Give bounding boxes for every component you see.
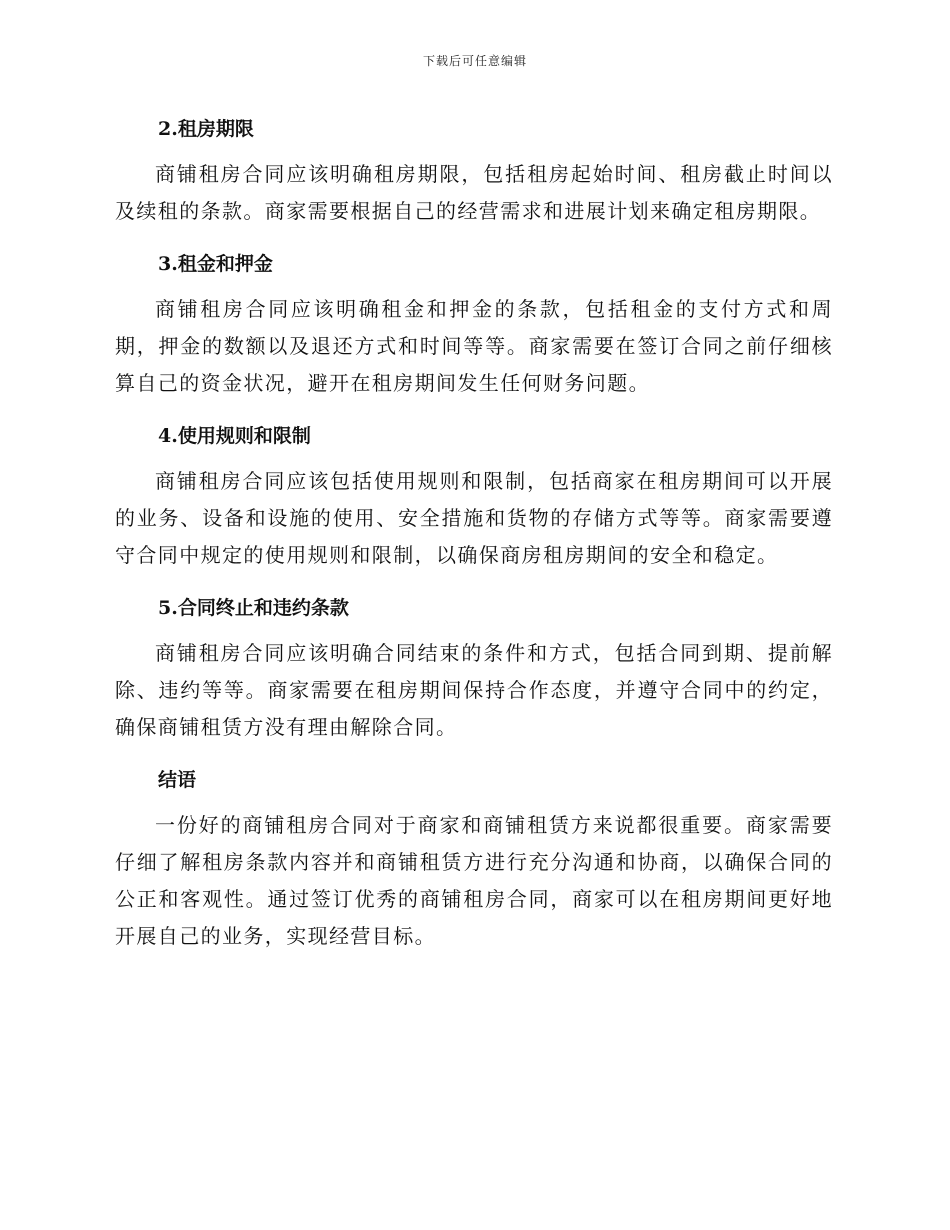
section-termination <box>115 591 833 746</box>
section-heading: 4.使用规则和限制 <box>158 425 311 447</box>
document-body <box>115 112 833 972</box>
page-header-note: 下载后可任意编辑 <box>422 54 527 68</box>
section-lease-term <box>115 112 833 230</box>
section-heading: 3.租金和押金 <box>158 253 273 275</box>
section-paragraph: 商铺租房合同应该包括使用规则和限制，包括商家在租房期间可以开展的业务、设备和设施的使用、安全措施和货物的存储方式等等。商家需要遵守合同中规定的使用规则和限制，以确保商房租房期间的安全和稳定。 <box>115 469 833 567</box>
section-heading: 2.租房期限 <box>158 118 254 140</box>
section-rent-deposit <box>115 247 833 402</box>
section-paragraph: 商铺租房合同应该明确合同结束的条件和方式，包括合同到期、提前解除、违约等等。商家需要在租房期间保持合作态度，并遵守合同中的约定，确保商铺租赁方没有理由解除合同。 <box>115 641 833 739</box>
section-paragraph: 商铺租房合同应该明确租金和押金的条款，包括租金的支付方式和周期，押金的数额以及退还方式和时间等等。商家需要在签订合同之前仔细核算自己的资金状况，避开在租房期间发生任何财务问题。 <box>115 297 833 395</box>
section-paragraph: 商铺租房合同应该明确租房期限，包括租房起始时间、租房截止时间以及续租的条款。商家需要根据自己的经营需求和进展计划来确定租房期限。 <box>115 162 833 223</box>
section-usage-rules <box>115 419 833 574</box>
section-heading: 结语 <box>158 769 197 791</box>
section-heading: 5.合同终止和违约条款 <box>158 597 349 619</box>
section-conclusion <box>115 763 833 955</box>
section-paragraph: 一份好的商铺租房合同对于商家和商铺租赁方来说都很重要。商家需要仔细了解租房条款内容并和商铺租赁方进行充分沟通和协商，以确保合同的公正和客观性。通过签订优秀的商铺租房合同，商家可以在租房期间更好地开展自己的业务，实现经营目标。 <box>115 813 833 948</box>
